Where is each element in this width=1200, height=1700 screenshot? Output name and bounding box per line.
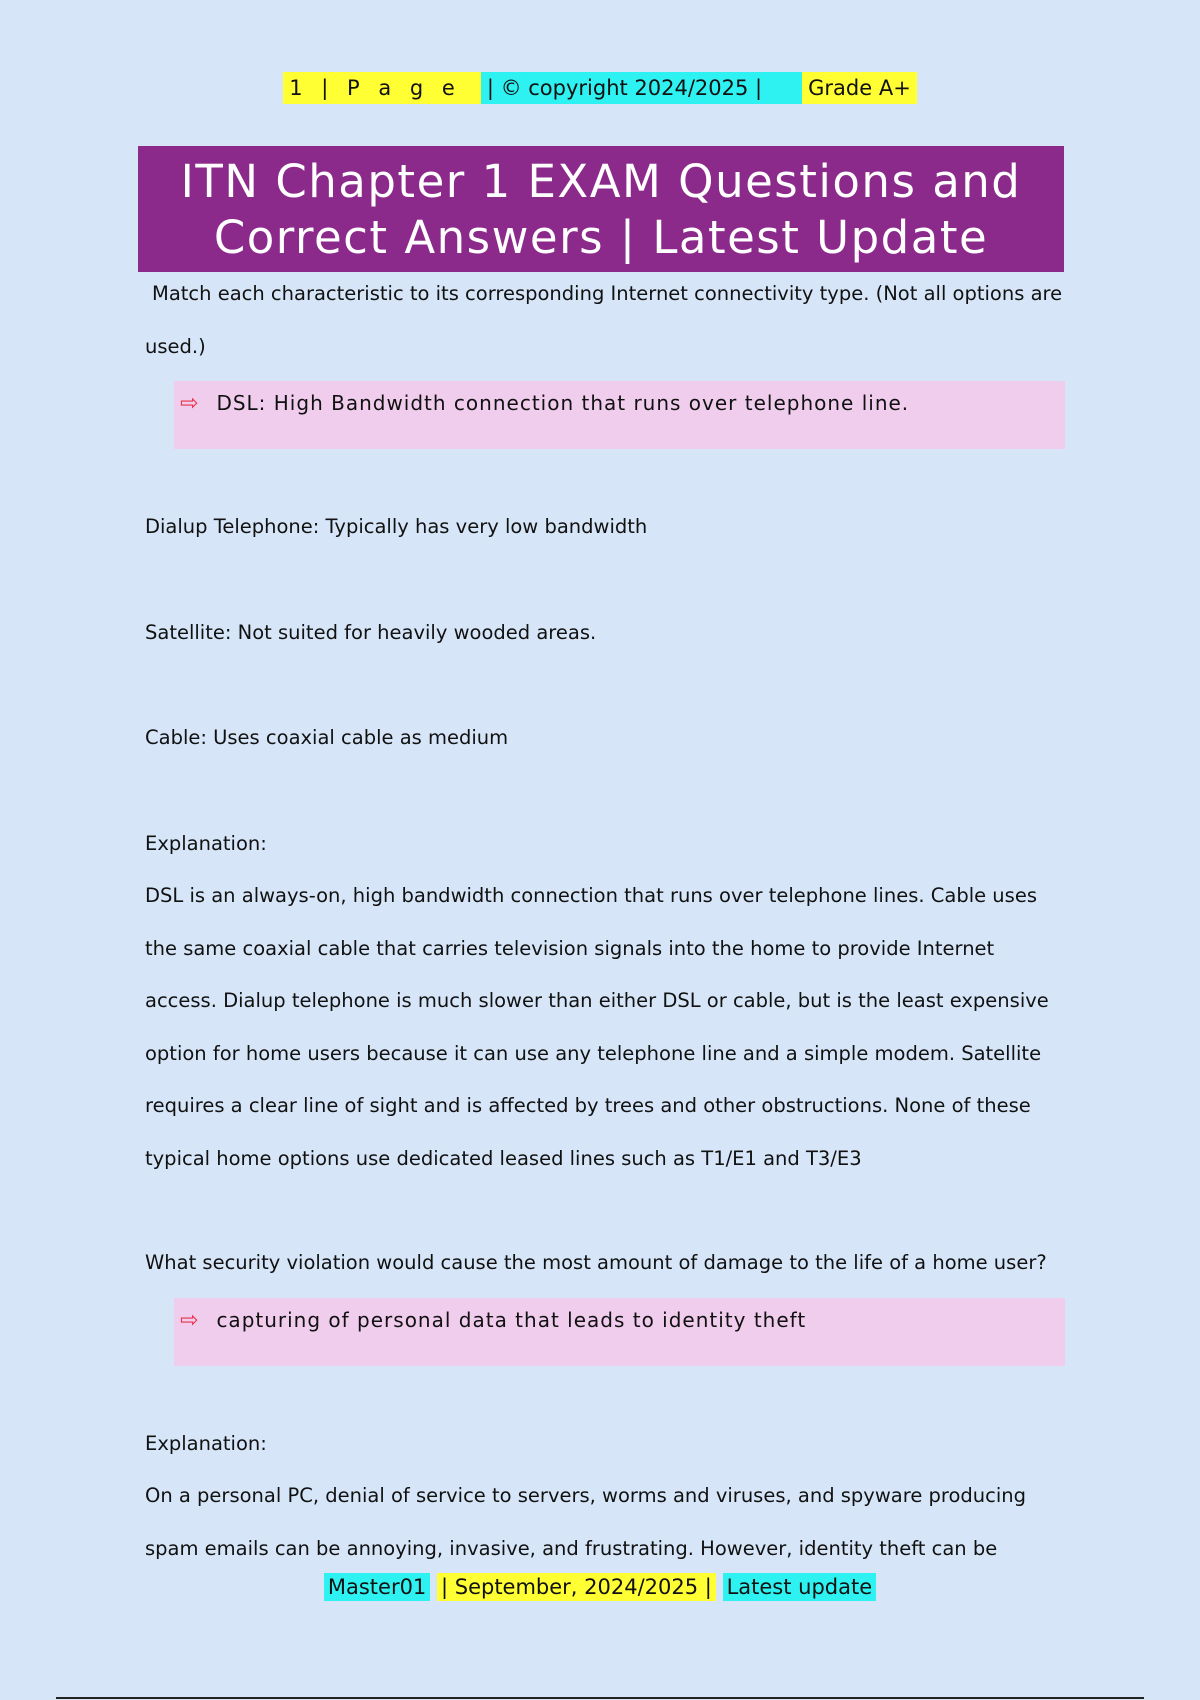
match-item-dialup: Dialup Telephone: Typically has very low bandwidth [145,515,648,538]
match-item-cable: Cable: Uses coaxial cable as medium [145,726,509,749]
grade-label: Grade A+ [802,72,917,104]
footer-date: | September, 2024/2025 | [437,1573,716,1601]
page-number-label: 1 | P a g e [283,72,481,104]
explanation-2-label: Explanation: [145,1431,267,1455]
page-header [0,72,1200,104]
footer-status: Latest update [723,1573,877,1601]
answer-box-1 [174,381,1065,449]
footer-author: Master01 [324,1573,430,1601]
explanation-2-text: On a personal PC, denial of service to servers, worms and viruses, and spyware producing spam emails can be annoying, invasive, and frustrating. However, identity theft can be [145,1484,1027,1560]
arrow-icon: ⇨ [180,391,199,416]
footer-divider [56,1697,1144,1699]
match-item-satellite: Satellite: Not suited for heavily wooded areas. [145,620,597,644]
copyright-label: | © copyright 2024/2025 | [481,72,802,104]
document-title [138,146,1064,272]
question-2: What security violation would cause the most amount of damage to the life of a home user? [145,1251,1047,1274]
answer-1-text: DSL: High Bandwidth connection that runs over telephone line. [216,391,910,415]
page-footer [0,1573,1200,1601]
answer-box-2 [174,1298,1065,1366]
explanation-1-text: DSL is an always-on, high bandwidth connection that runs over telephone lines. Cable uses the same coaxial cable that carries television signals into the home to provide Internet access. Dialup telephone is much slower than either DSL or cable, but is the least expensive option for home users because it can use any telephone line and a simple modem. Satellite requires a clear line of sight and is affected by trees and other obstructions. None of these typical home options use dedicated leased lines such as T1/E1 and T3/E3 [145,884,1049,1170]
question-1: Match each characteristic to its corresponding Internet connectivity type. (Not all options are used.) [145,282,1063,358]
title-line-2: Correct Answers | Latest Update [213,211,989,264]
answer-2-text: capturing of personal data that leads to identity theft [216,1307,807,1332]
explanation-1-label: Explanation: [145,831,267,855]
title-line-1: ITN Chapter 1 EXAM Questions and [180,155,1022,208]
arrow-icon: ⇨ [180,1307,199,1333]
document-body [145,268,1065,1575]
